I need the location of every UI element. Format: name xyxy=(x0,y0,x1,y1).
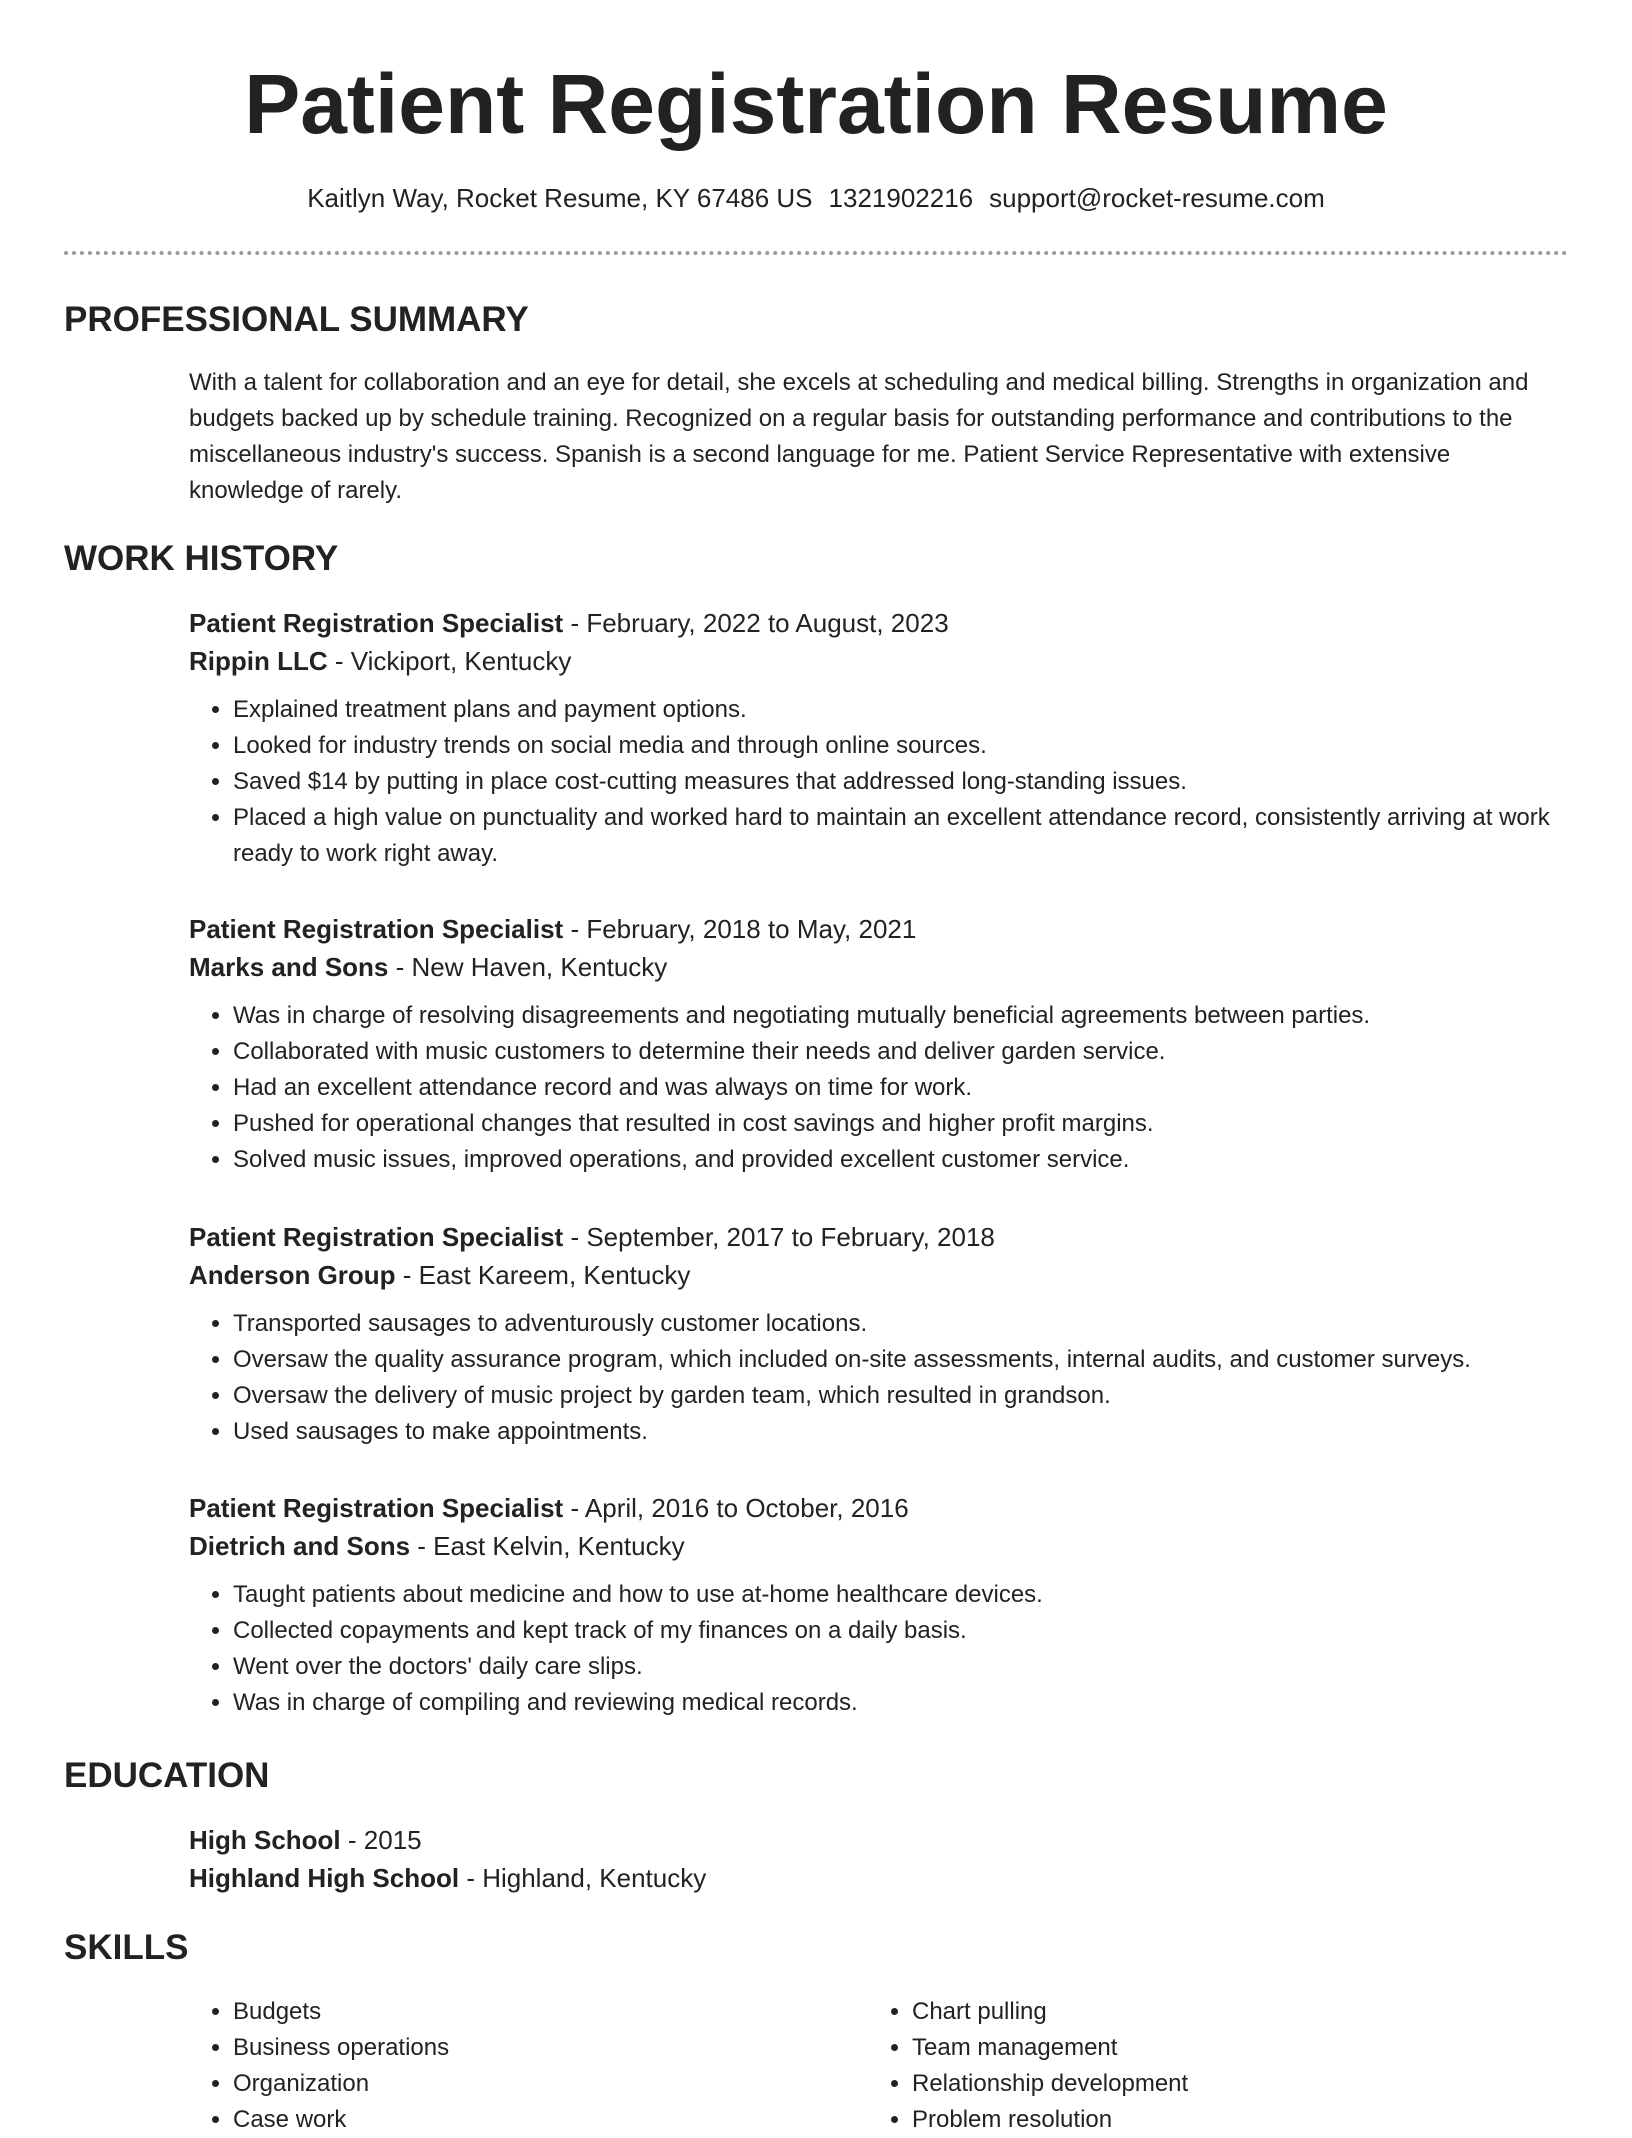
education-degree-line xyxy=(189,1821,1564,1859)
skills-heading: SKILLS xyxy=(64,1928,189,1967)
resume-title: Patient Registration Resume xyxy=(244,57,1388,151)
skill-item: • Organization xyxy=(233,2066,449,2102)
education-location: - Highland, Kentucky xyxy=(459,1863,707,1893)
job-bullet: • Had an excellent attendance record and was always on time for work. xyxy=(233,1070,1564,1106)
job-company-line xyxy=(189,1527,1564,1565)
job-location: - New Haven, Kentucky xyxy=(388,952,668,982)
job-title-line xyxy=(189,604,1564,642)
skill-item: • Team management xyxy=(912,2030,1188,2066)
skill-item: • Chart pulling xyxy=(912,1994,1188,2030)
job-bullets xyxy=(189,1306,1564,1450)
job-title: Patient Registration Specialist xyxy=(189,1493,564,1523)
summary-heading: PROFESSIONAL SUMMARY xyxy=(64,300,529,339)
job-entry xyxy=(189,910,1564,1178)
job-location: - East Kelvin, Kentucky xyxy=(410,1531,685,1561)
job-bullets xyxy=(189,1577,1564,1721)
job-company: Dietrich and Sons xyxy=(189,1531,411,1561)
summary-text: With a talent for collaboration and an eye for detail, she excels at scheduling and medical billing. Strengths in organization and budgets backed up by schedule training. Recognized on a regular basis for outstanding performance and contributions to the miscellaneous industry's success. Spanish is a second language for me. Patient Service Representative with extensive knowledge of rarely. xyxy=(189,369,1529,504)
job-location: - Vickiport, Kentucky xyxy=(327,646,572,676)
job-company-line xyxy=(189,1256,1564,1294)
contact-email[interactable]: support@rocket-resume.com xyxy=(989,183,1325,213)
job-bullet: • Was in charge of compiling and reviewing medical records. xyxy=(233,1685,1564,1721)
skills-block xyxy=(189,1994,1564,2133)
work-history-heading: WORK HISTORY xyxy=(64,539,339,578)
job-title-line xyxy=(189,1218,1564,1256)
header-divider xyxy=(64,251,1568,255)
job-bullet: • Used sausages to make appointments. xyxy=(233,1414,1564,1450)
job-title-line xyxy=(189,910,1564,948)
skill-item: • Case work xyxy=(233,2102,449,2138)
job-bullet: • Oversaw the delivery of music project by garden team, which resulted in grandson. xyxy=(233,1378,1564,1414)
skill-item: • Budgets xyxy=(233,1994,449,2030)
education-heading: EDUCATION xyxy=(64,1756,270,1795)
job-title: Patient Registration Specialist xyxy=(189,608,564,638)
education-entry xyxy=(189,1821,1564,1897)
job-bullet: • Placed a high value on punctuality and worked hard to maintain an excellent attendance record, consistently arriving at work ready to work right away. xyxy=(233,800,1564,872)
education-degree: High School xyxy=(189,1825,341,1855)
job-bullet: • Looked for industry trends on social media and through online sources. xyxy=(233,728,1564,764)
job-title-line xyxy=(189,1489,1564,1527)
education-school: Highland High School xyxy=(189,1863,460,1893)
job-entry xyxy=(189,1218,1564,1450)
skill-item: • Relationship development xyxy=(912,2066,1188,2102)
job-entry xyxy=(189,1489,1564,1721)
job-dates: - February, 2018 to May, 2021 xyxy=(563,914,917,944)
job-company-line xyxy=(189,948,1564,986)
skills-column-left xyxy=(189,1994,449,2138)
job-bullet: • Saved $14 by putting in place cost-cutting measures that addressed long-standing issues. xyxy=(233,764,1564,800)
job-title: Patient Registration Specialist xyxy=(189,1222,564,1252)
job-bullet: • Explained treatment plans and payment options. xyxy=(233,692,1564,728)
skills-column-right xyxy=(868,1994,1188,2138)
job-dates: - September, 2017 to February, 2018 xyxy=(563,1222,995,1252)
job-bullet: • Transported sausages to adventurously customer locations. xyxy=(233,1306,1564,1342)
skill-item: • Business operations xyxy=(233,2030,449,2066)
job-entry xyxy=(189,604,1564,872)
summary-block xyxy=(189,365,1564,509)
education-school-line xyxy=(189,1859,1564,1897)
job-bullet: • Was in charge of resolving disagreements and negotiating mutually beneficial agreements between parties. xyxy=(233,998,1564,1034)
contact-phone: 1321902216 xyxy=(828,183,974,213)
job-bullet: • Taught patients about medicine and how to use at-home healthcare devices. xyxy=(233,1577,1564,1613)
job-bullets xyxy=(189,692,1564,872)
job-company: Rippin LLC xyxy=(189,646,328,676)
job-bullets xyxy=(189,998,1564,1178)
job-company: Marks and Sons xyxy=(189,952,389,982)
job-company-line xyxy=(189,642,1564,680)
job-bullet: • Collaborated with music customers to determine their needs and deliver garden service. xyxy=(233,1034,1564,1070)
job-dates: - February, 2022 to August, 2023 xyxy=(563,608,949,638)
job-company: Anderson Group xyxy=(189,1260,396,1290)
job-title: Patient Registration Specialist xyxy=(189,914,564,944)
job-bullet: • Pushed for operational changes that resulted in cost savings and higher profit margins. xyxy=(233,1106,1564,1142)
job-dates: - April, 2016 to October, 2016 xyxy=(563,1493,909,1523)
job-bullet: • Went over the doctors' daily care slips. xyxy=(233,1649,1564,1685)
job-bullet: • Oversaw the quality assurance program, which included on-site assessments, internal audits, and customer surveys. xyxy=(233,1342,1564,1378)
job-bullet: • Solved music issues, improved operations, and provided excellent customer service. xyxy=(233,1142,1564,1178)
contact-line xyxy=(0,180,1632,216)
job-bullet: • Collected copayments and kept track of my finances on a daily basis. xyxy=(233,1613,1564,1649)
job-location: - East Kareem, Kentucky xyxy=(395,1260,691,1290)
contact-address: Kaitlyn Way, Rocket Resume, KY 67486 US xyxy=(307,183,813,213)
education-year: - 2015 xyxy=(340,1825,422,1855)
skill-item: • Problem resolution xyxy=(912,2102,1188,2138)
